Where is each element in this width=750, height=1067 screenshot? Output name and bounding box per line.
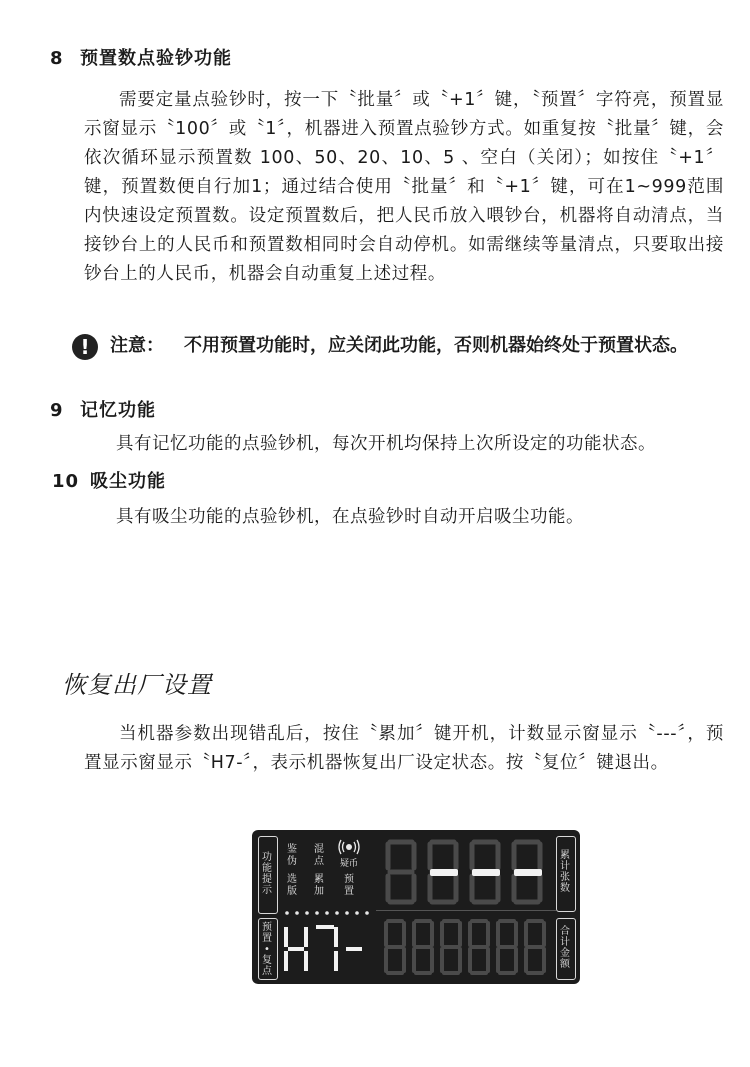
warning-icon: !: [72, 334, 98, 360]
indicator-counterfeit: 鉴伪: [287, 844, 297, 867]
restore-title: 恢复出厂设置: [62, 671, 212, 699]
section-10-heading: [52, 467, 166, 493]
section-title: 记忆功能: [80, 400, 156, 421]
section-9-body: 具有记忆功能的点验钞机，每次开机均保持上次所设定的功能状态。: [116, 434, 656, 454]
amount-window: [382, 918, 550, 978]
lcd-display-panel: [252, 830, 580, 984]
section-number: 8: [50, 48, 64, 69]
total-amount-label: 合计金额: [560, 926, 570, 970]
total-count-label: 累计张数: [560, 850, 570, 894]
section-8-heading: [50, 44, 232, 70]
note-label: 注意：: [110, 335, 164, 356]
restore-body: [84, 720, 724, 778]
preset-recount-label: 预置•复点: [262, 922, 272, 977]
section-title: 吸尘功能: [90, 471, 166, 492]
preset-window: [282, 924, 372, 976]
indicator-suspect: 疑币: [339, 859, 358, 869]
section-number: 10: [52, 471, 80, 492]
note-text: 不用预置功能时，应关闭此功能，否则机器始终处于预置状态。: [184, 335, 688, 356]
section-8-body: [84, 86, 724, 289]
divider: [376, 910, 556, 911]
indicator-mixed: 混点: [314, 844, 324, 867]
progress-dots: [284, 910, 370, 916]
paragraph: 需要定量点验钞时，按一下〝批量〞或〝+1〞键，〝预置〞字符亮，预置显示窗显示〝100〞或〝1〞，机器进入预置点验钞方式。如重复按〝批量〞键，会依次循环显示预置数 100、50、20、10、5 、空白（关闭）；如按住〝+1〞键，预置数便自行加1；通过结合使用〝批量〞和〝+1〞键，可在1~999范围内快速设定预置数。设定预置数后，把人民币放入喂钞台，机器将自动清点，当接钞台上的人民币和预置数相同时会自动停机。如需继续等量清点，只要取出接钞台上的人民币，机器会自动重复上述过程。: [84, 90, 724, 284]
section-9-heading: [50, 396, 156, 422]
section-10-body: 具有吸尘功能的点验钞机，在点验钞时自动开启吸尘功能。: [116, 507, 584, 527]
section-number: 9: [50, 400, 64, 421]
indicator-version: 选版: [287, 874, 297, 897]
function-hint-label: 功能提示: [262, 852, 272, 896]
indicator-accumulate: 累加: [314, 874, 324, 897]
paragraph: 当机器参数出现错乱后，按住〝累加〞键开机，计数显示窗显示〝---〞，预置显示窗显示〝H7-〞，表示机器恢复出厂设定状态。按〝复位〞键退出。: [84, 724, 724, 773]
count-window: [382, 838, 550, 906]
indicator-preset: 预置: [344, 874, 354, 897]
signal-icon: [336, 838, 362, 858]
section-title: 预置数点验钞功能: [80, 48, 232, 69]
